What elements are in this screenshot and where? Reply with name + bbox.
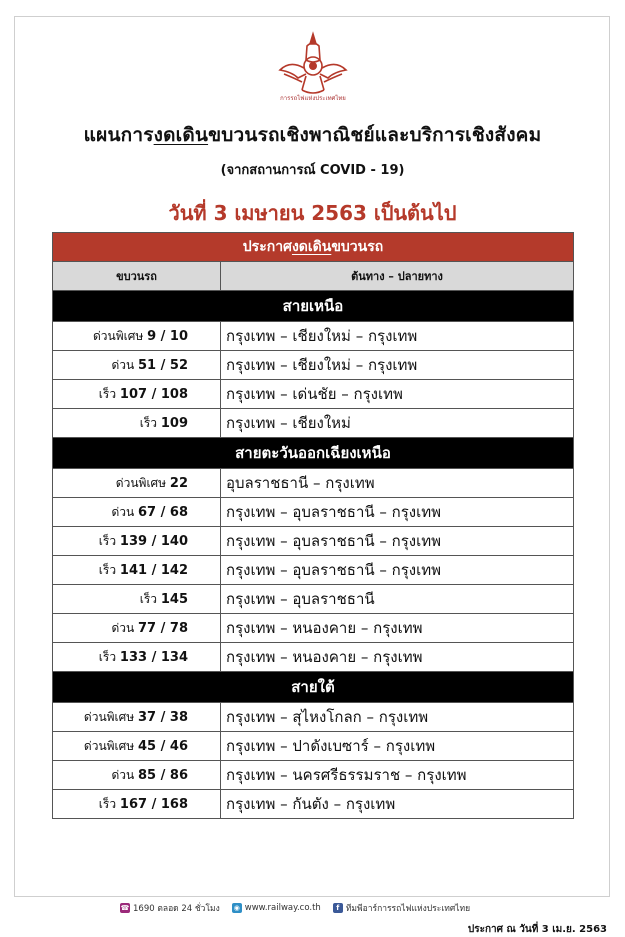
section-row <box>53 672 574 703</box>
train-cell <box>53 556 221 585</box>
logo-caption: การรถไฟแห่งประเทศไทย <box>280 95 346 102</box>
facebook-link[interactable] <box>333 901 470 915</box>
table-row <box>53 322 574 351</box>
section-row <box>53 438 574 469</box>
railway-emblem-icon <box>276 30 350 102</box>
train-number: 167 / 168 <box>119 796 188 812</box>
train-type: ด่วนพิเศษ <box>92 328 144 343</box>
route-cell: กรุงเทพ – อุบลราชธานี – กรุงเทพ <box>221 498 574 527</box>
table-row <box>53 585 574 614</box>
train-type: ด่วน <box>111 357 135 372</box>
route-cell: กรุงเทพ – หนองคาย – กรุงเทพ <box>221 614 574 643</box>
table-row <box>53 732 574 761</box>
train-type: ด่วน <box>111 504 135 519</box>
section-row <box>53 291 574 322</box>
train-cell <box>53 527 221 556</box>
route-cell: กรุงเทพ – เชียงใหม่ <box>221 409 574 438</box>
train-number: 77 / 78 <box>138 620 188 636</box>
route-cell: กรุงเทพ – เด่นชัย – กรุงเทพ <box>221 380 574 409</box>
table-row <box>53 498 574 527</box>
train-cell <box>53 498 221 527</box>
route-cell: กรุงเทพ – กันตัง – กรุงเทพ <box>221 790 574 819</box>
train-number: 107 / 108 <box>119 386 188 402</box>
facebook-text[interactable]: ทีมพีอาร์การรถไฟแห่งประเทศไทย <box>345 904 471 914</box>
route-cell: กรุงเทพ – เชียงใหม่ – กรุงเทพ <box>221 322 574 351</box>
train-number: 141 / 142 <box>119 562 188 578</box>
train-type: เร็ว <box>98 386 117 401</box>
train-type: เร็ว <box>98 649 117 664</box>
train-number: 37 / 38 <box>138 709 188 725</box>
route-cell: กรุงเทพ – อุบลราชธานี – กรุงเทพ <box>221 527 574 556</box>
table-row <box>53 469 574 498</box>
train-number: 45 / 46 <box>138 738 188 754</box>
train-cell <box>53 732 221 761</box>
train-cell <box>53 469 221 498</box>
train-number: 51 / 52 <box>138 357 188 373</box>
train-cell <box>53 643 221 672</box>
page-title: แผนการงดเดินขบวนรถเชิงพาณิชย์และบริการเชิงสังคม <box>83 124 542 146</box>
table-heading: ประกาศงดเดินขบวนรถ <box>53 233 574 262</box>
table-row <box>53 703 574 732</box>
table-row <box>53 351 574 380</box>
website-link[interactable] <box>232 903 321 913</box>
announcement-date: ประกาศ ณ วันที่ 3 เม.ย. 2563 <box>467 924 607 935</box>
phone-icon: ☎ <box>120 904 130 912</box>
column-header-row <box>53 262 574 291</box>
effective-date: วันที่ 3 เมษายน 2563 เป็นต้นไป <box>168 201 457 225</box>
train-type: ด่วน <box>111 620 135 635</box>
table-row <box>53 790 574 819</box>
route-cell: กรุงเทพ – ปาดังเบซาร์ – กรุงเทพ <box>221 732 574 761</box>
train-cell <box>53 322 221 351</box>
footer-contacts <box>120 901 600 915</box>
train-type: ด่วนพิเศษ <box>83 738 135 753</box>
route-cell: กรุงเทพ – หนองคาย – กรุงเทพ <box>221 643 574 672</box>
train-type: ด่วนพิเศษ <box>115 475 167 490</box>
section-title: สายเหนือ <box>53 291 574 322</box>
table-row <box>53 527 574 556</box>
train-number: 67 / 68 <box>138 504 188 520</box>
train-type: ด่วนพิเศษ <box>83 709 135 724</box>
route-cell: กรุงเทพ – อุบลราชธานี – กรุงเทพ <box>221 556 574 585</box>
suspended-trains-table <box>52 232 574 819</box>
train-number: 9 / 10 <box>147 328 188 344</box>
train-cell <box>53 380 221 409</box>
table-row <box>53 409 574 438</box>
train-cell <box>53 409 221 438</box>
hotline-text: 1690 ตลอด 24 ชั่วโมง <box>133 904 220 914</box>
route-cell: กรุงเทพ – นครศรีธรรมราช – กรุงเทพ <box>221 761 574 790</box>
train-number: 85 / 86 <box>138 767 188 783</box>
globe-icon: ◉ <box>233 904 240 912</box>
train-type: เร็ว <box>98 796 117 811</box>
hotline-contact <box>120 901 220 915</box>
table-row <box>53 761 574 790</box>
train-number: 139 / 140 <box>119 533 188 549</box>
train-cell <box>53 614 221 643</box>
train-cell <box>53 790 221 819</box>
train-number: 22 <box>169 475 188 491</box>
train-cell <box>53 351 221 380</box>
facebook-icon: f <box>333 903 343 913</box>
train-type: เร็ว <box>139 591 158 606</box>
website-text[interactable]: www.railway.co.th <box>244 903 321 913</box>
section-title: สายใต้ <box>53 672 574 703</box>
train-cell <box>53 703 221 732</box>
train-type: เร็ว <box>98 533 117 548</box>
section-title: สายตะวันออกเฉียงเหนือ <box>53 438 574 469</box>
table-row <box>53 380 574 409</box>
train-number: 133 / 134 <box>119 649 188 665</box>
table-row <box>53 614 574 643</box>
train-type: ด่วน <box>111 767 135 782</box>
page-subtitle: (จากสถานการณ์ COVID - 19) <box>220 163 405 178</box>
train-cell <box>53 761 221 790</box>
table-row <box>53 643 574 672</box>
train-type: เร็ว <box>139 415 158 430</box>
column-header-route: ต้นทาง – ปลายทาง <box>221 262 574 291</box>
train-number: 109 <box>160 415 188 431</box>
column-header-train: ขบวนรถ <box>53 262 221 291</box>
train-cell <box>53 585 221 614</box>
table-row <box>53 556 574 585</box>
route-cell: อุบลราชธานี – กรุงเทพ <box>221 469 574 498</box>
train-type: เร็ว <box>98 562 117 577</box>
route-cell: กรุงเทพ – เชียงใหม่ – กรุงเทพ <box>221 351 574 380</box>
table-heading-row <box>53 233 574 262</box>
route-cell: กรุงเทพ – สุไหงโกลก – กรุงเทพ <box>221 703 574 732</box>
route-cell: กรุงเทพ – อุบลราชธานี <box>221 585 574 614</box>
train-number: 145 <box>160 591 188 607</box>
